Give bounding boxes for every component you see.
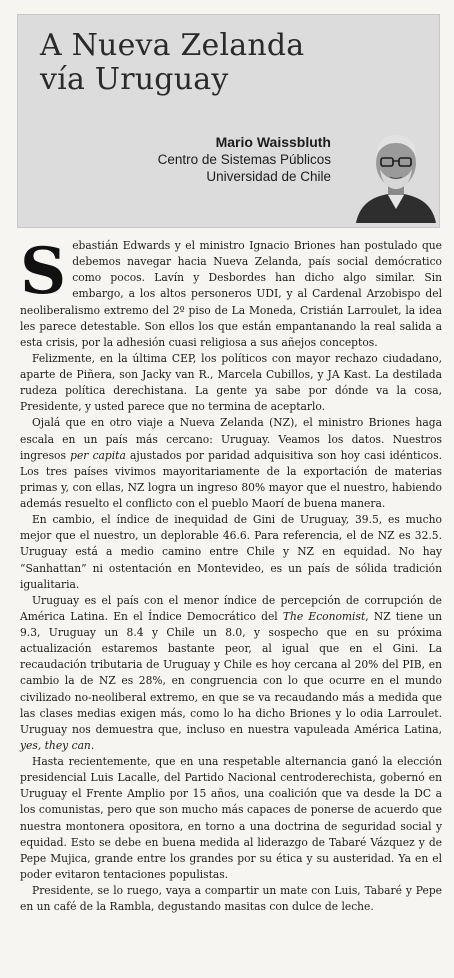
paragraph-7: Presidente, se lo ruego, vaya a compartir un mate con Luis, Tabaré y Pepe en un café de la Rambla, degustando masitas con dulce de leche. — [20, 884, 442, 914]
paragraph-6: Hasta recientemente, que en una respetable alternancia ganó la elección presidencial Luis Lacalle, del Partido Nacional centroderechista, gobernó en Uruguay el Frente Amplio por 15 años, una coalición que va desde la DC a los comunistas, pero que son mucho más capaces de ponerse de acuerdo que nuestra montonera opositora, en torno a una doctrina de seguridad social y equidad. Esto se debe en buena medida al liderazgo de Tabaré Vázquez y de Pepe Mujica, grande entre los grandes por su ética y su austeridad. Ya en el poder evitaron tentaciones populistas. — [20, 755, 442, 881]
paragraph-3-emphasis: per capita — [70, 448, 126, 462]
author-byline — [158, 134, 331, 185]
author-org-line-2: Universidad de Chile — [206, 169, 331, 184]
paragraph-5 — [20, 593, 442, 754]
author-portrait — [354, 125, 438, 223]
paragraph-3 — [20, 415, 442, 512]
author-name: Mario Waissbluth — [215, 134, 331, 150]
paragraph-3-text-b: ajustados por paridad adquisitiva son hoy casi idénticos. Los tres países vivimos mayoritariamente de la exportación de materias primas y, con ellas, NZ logra un ingreso 80% mayor que el nuestro, habiendo además resuelto el conflicto con el pueblo Maorí de buena manera. — [20, 448, 442, 510]
paragraph-2: Felizmente, en la última CEP, los políticos con mayor rechazo ciudadano, aparte de Piñera, son Jacky van R., Marcela Cubillos, y JA Kast. La destilada rudeza política derechistana. La gente ya sabe por dónde va la cosa, Presidente, y usted parece que no termina de aceptarlo. — [20, 351, 442, 414]
title-line-1: A Nueva Zelanda — [40, 28, 305, 63]
drop-cap: S — [20, 234, 67, 309]
paragraph-4: En cambio, el índice de inequidad de Gini de Uruguay, 39.5, es mucho mejor que el nuestro, un deplorable 46.6. Para referencia, el de NZ es 32.5. Uruguay está a medio camino entre Chile y NZ en equidad. No hay “Sanhattan” ni ostentación en Montevideo, es un país de sólida tradición igualitaria. — [20, 513, 442, 591]
paragraph-5-text-b: , NZ tiene un 9.3, Uruguay un 8.4 y Chile un 8.0, y sospecho que en su próxima actualización estaremos bastante peor, al igual que en el Gini. La recaudación tributaria de Uruguay y Chile es hoy cercana al 20% del PIB, en cambio la de NZ es 28%, en congruencia con lo que ocurre en el mundo civilizado no-neoliberal extremo, en que se va recaudando más a medida que las clases medias exigen más, como lo ha dicho Briones y lo odia Larroulet. Uruguay nos demuestra que, incluso en nuestra vapuleada América Latina, — [20, 609, 442, 736]
paragraph-5-emphasis-1: The Economist — [282, 609, 366, 623]
paragraph-5-text-c: . — [90, 738, 95, 752]
paragraph-5-text-a: Uruguay es el país con el menor índice de percepción de corrupción de América Latina. En el Índice Democrático del — [20, 593, 442, 623]
column-header — [17, 14, 440, 228]
title-line-2: vía Uruguay — [40, 62, 229, 97]
paragraph-3-text-a: Ojalá que en otro viaje a Nueva Zelanda (NZ), el ministro Briones haga escala en un país más cercano: Uruguay. Veamos los datos. Nuestros ingresos — [20, 416, 442, 462]
paragraph-1-text: ebastián Edwards y el ministro Ignacio Briones han postulado que debemos navegar hacia Nueva Zelanda, país social demócratico como pocos. Lavín y Desbordes han dicho algo similar. Sin embargo, a los altos personeros UDI, y al Cardenal Arzobispo del neoliberalismo extremo del 2º piso de La Moneda, Cristián Larroulet, la idea les parece detestable. Son ellos los que están empantanando la real salida a esta crisis, por la adhesión cuasi religiosa a sus añejos conceptos. — [20, 239, 442, 349]
paragraph-5-emphasis-2: yes, they can — [20, 738, 91, 752]
author-org-line-1: Centro de Sistemas Públicos — [157, 152, 331, 167]
article-body — [20, 234, 442, 915]
paragraph-1 — [20, 234, 442, 351]
article-title — [40, 29, 430, 97]
